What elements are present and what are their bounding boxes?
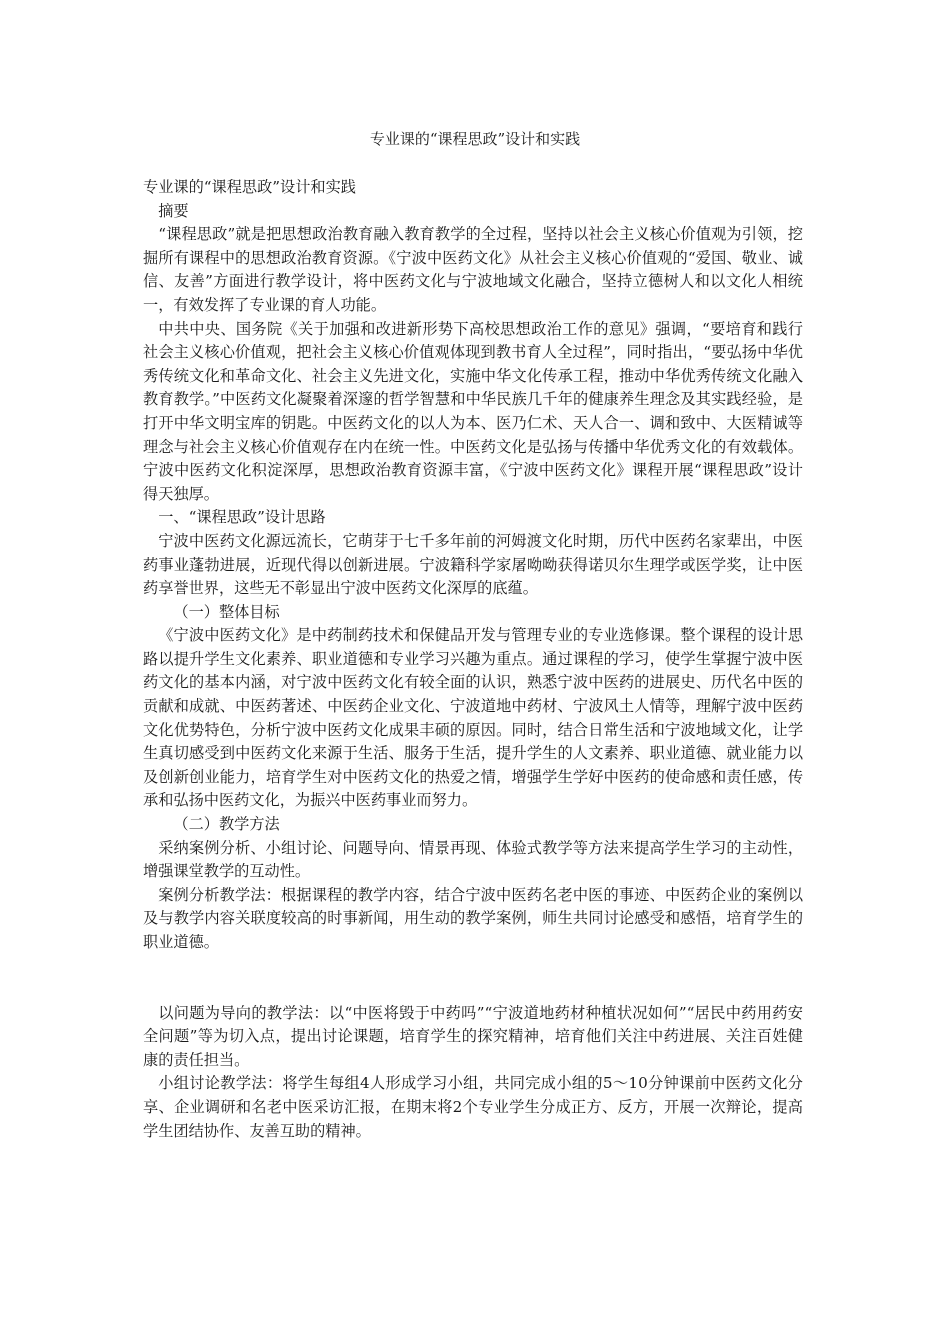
abstract-label: 摘要	[158, 201, 189, 220]
paragraph-method-intro: 采纳案例分析、小组讨论、问题导向、情景再现、体验式教学等方法来提高学生学习的主动性，增强课堂教学的互动性。	[143, 838, 803, 881]
paragraph-background: 中共中央、国务院《关于加强和改进新形势下高校思想政治工作的意见》强调，“要培育和践行社会主义核心价值观，把社会主义核心价值观体现到教书育人全过程”，同时指出，“要弘扬中华优秀传统文化和革命文化、社会主义先进文化，实施中华文化传承工程，推动中华优秀传统文化融入教育教学。”中医药文化凝聚着深邃的哲学智慧和中华民族几千年的健康养生理念及其实践经验，是打开中华文明宝库的钥匙。中医药文化的以人为本、医乃仁术、天人合一、调和致中、大医精诚等理念与社会主义核心价值观存在内在统一性。中医药文化是弘扬与传播中华优秀文化的有效载体。宁波中医药文化积淀深厚，思想政治教育资源丰富，《宁波中医药文化》课程开展“课程思政”设计得天独厚。	[143, 319, 803, 503]
paragraph-goal: 《宁波中医药文化》是中药制药技术和保健品开发与管理专业的专业选修课。整个课程的设计思路以提升学生文化素养、职业道德和专业学习兴趣为重点。通过课程的学习，使学生掌握宁波中医药文化的基本内涵，对宁波中医药文化有较全面的认识，熟悉宁波中医药的进展史、历代名中医的贡献和成就、中医药著述、中医药企业文化、宁波道地中药材、宁波风土人情等，理解宁波中医药文化优势特色，分析宁波中医药文化成果丰硕的原因。同时，结合日常生活和宁波地域文化，让学生真切感受到中医药文化来源于生活、服务于生活，提升学生的人文素养、职业道德、就业能力以及创新创业能力，培育学生对中医药文化的热爱之情，增强学生学好中医药的使命感和责任感，传承和弘扬中医药文化，为振兴中医药事业而努力。	[143, 626, 803, 810]
paragraph-gap	[143, 955, 803, 1002]
subsection-heading-method: （二）教学方法	[173, 815, 280, 834]
section-heading-1: 一、“课程思政”设计思路	[158, 508, 326, 527]
paragraph-history: 宁波中医药文化源远流长，它萌芽于七千多年前的河姆渡文化时期，历代中医药名家辈出，中医药事业蓬勃进展，近现代得以创新进展。宁波籍科学家屠呦呦获得诺贝尔生理学或医学奖，让中医药享誉世界，这些无不彰显出宁波中医药文化深厚的底蕴。	[143, 531, 803, 598]
paragraph-abstract: “课程思政”就是把思想政治教育融入教育教学的全过程，坚持以社会主义核心价值观为引领，挖掘所有课程中的思想政治教育资源。《宁波中医药文化》从社会主义核心价值观的“爱国、敬业、诚信、友善”方面进行教学设计，将中医药文化与宁波地域文化融合，坚持立德树人和以文化人相统一，有效发挥了专业课的育人功能。	[143, 225, 803, 314]
paragraph-problem-method: 以问题为导向的教学法：以“中医将毁于中药吗”“宁波道地药材种植状况如何”“居民中药用药安全问题”等为切入点，提出讨论课题，培育学生的探究精神，培育他们关注中药进展、关注百姓健康的责任担当。	[143, 1003, 803, 1069]
paragraph-group-method: 小组讨论教学法：将学生每组4人形成学习小组，共同完成小组的5～10分钟课前中医药文化分享、企业调研和名老中医采访汇报，在期末将2个专业学生分成正方、反方，开展一次辩论，提高学生团结协作、友善互助的精神。	[143, 1074, 803, 1140]
paragraph-case-method: 案例分析教学法：根据课程的教学内容，结合宁波中医药名老中医的事迹、中医药企业的案例以及与教学内容关联度较高的时事新闻，用生动的教学案例，师生共同讨论感受和感悟，培育学生的职业道德。	[143, 885, 803, 951]
subsection-heading-goal: （一）整体目标	[173, 602, 280, 621]
document-title: 专业课的“课程思政”设计和实践	[369, 130, 581, 148]
document-body	[143, 176, 803, 1143]
heading-repeat: 专业课的“课程思政”设计和实践	[143, 178, 356, 196]
